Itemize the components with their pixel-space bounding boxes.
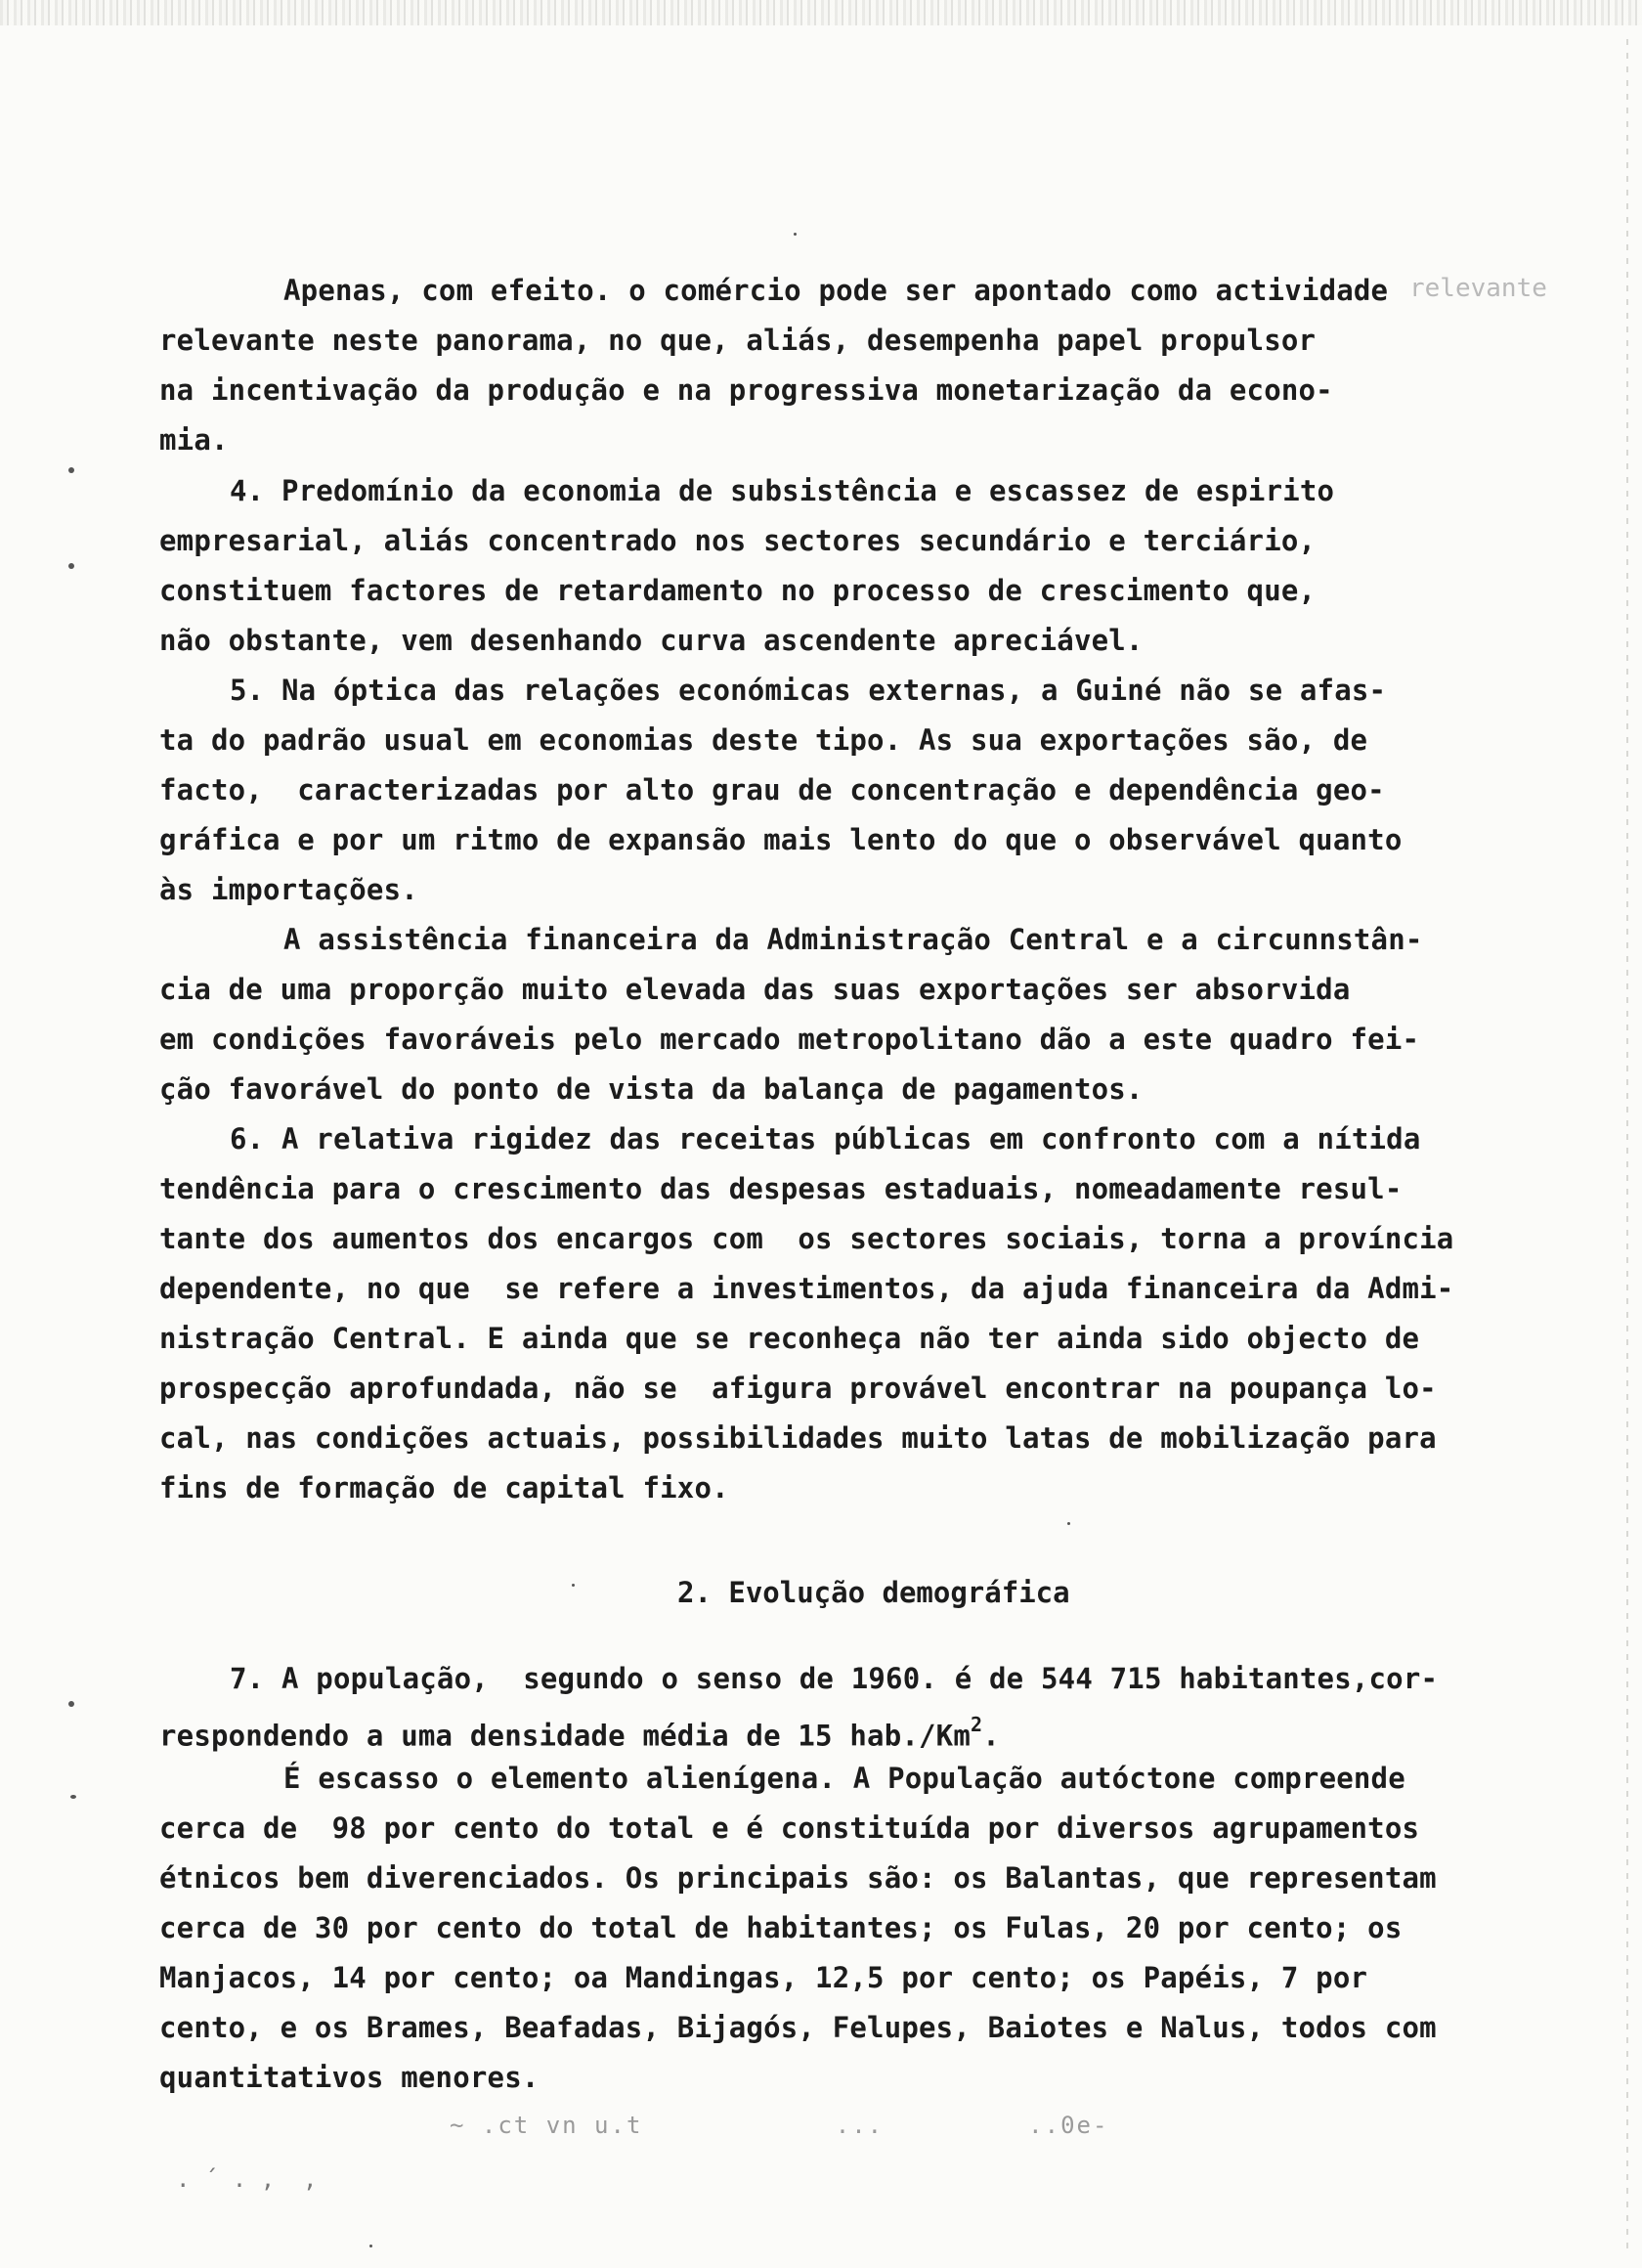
text-line: Manjacos, 14 por cento; oa Mandingas, 12,5 por cento; os Papéis, 7 por [159, 1961, 1368, 1994]
text-line: em condições favoráveis pelo mercado metropolitano dão a este quadro fei- [159, 1023, 1420, 1056]
text-line: 5. Na óptica das relações económicas externas, a Guiné não se afas- [230, 674, 1387, 707]
text-line: cia de uma proporção muito elevada das suas exportações ser absorvida [159, 973, 1351, 1006]
scan-speck [1067, 1522, 1070, 1525]
text-line: mia. [159, 423, 229, 457]
text-line: 4. Predomínio da economia de subsistência e escassez de espirito [230, 474, 1335, 507]
scan-speck [794, 233, 797, 236]
superscript: 2 [971, 1713, 983, 1736]
scan-speck [369, 2245, 372, 2247]
text-line: 7. A população, segundo o senso de 1960. é de 544 715 habitantes,cor- [230, 1662, 1439, 1695]
text-line: cerca de 30 por cento do total de habitantes; os Fulas, 20 por cento; os [159, 1911, 1403, 1944]
text-line: facto, caracterizadas por alto grau de concentração e dependência geo- [159, 773, 1385, 807]
scan-speck [572, 1584, 575, 1587]
text-line: empresarial, aliás concentrado nos sectores secundário e terciário, [159, 524, 1317, 557]
text-line: É escasso o elemento alienígena. A População autóctone compreende [283, 1762, 1405, 1795]
text-line: às importações. [159, 873, 418, 906]
text-line: ta do padrão usual em economias deste tipo. As sua exportações são, de [159, 723, 1368, 757]
text-line: tendência para o crescimento das despesas estaduais, nomeadamente resul- [159, 1172, 1403, 1205]
scan-right-edge [1626, 39, 1628, 2248]
text-line: gráfica e por um ritmo de expansão mais lento do que o observável quanto [159, 823, 1403, 856]
text-line: étnicos bem diverenciados. Os principais são: os Balantas, que representam [159, 1861, 1437, 1895]
text-line: nistração Central. E ainda que se reconheça não ter ainda sido objecto de [159, 1322, 1420, 1355]
text-line: Apenas, com efeito. o comércio pode ser apontado como actividade [283, 274, 1389, 307]
scan-speck [70, 1795, 76, 1799]
text-line: fins de formação de capital fixo. [159, 1471, 729, 1505]
scan-speck [68, 467, 74, 473]
margin-note: relevante [1409, 274, 1547, 303]
scan-speck [68, 563, 74, 569]
text-line: quantitativos menores. [159, 2061, 540, 2094]
text-line: cal, nas condições actuais, possibilidades muito latas de mobilização para [159, 1421, 1437, 1455]
text-line: relevante neste panorama, no que, aliás, desempenha papel propulsor [159, 324, 1317, 357]
text-line: cerca de 98 por cento do total e é constituída por diversos agrupamentos [159, 1811, 1420, 1845]
section-heading: 2. Evolução demográfica [677, 1576, 1070, 1609]
footer-smudge: ~ .ct vn u.t ... ..0e- [450, 2112, 1109, 2139]
text-span: respondendo a uma densidade média de 15 hab./Km [159, 1719, 971, 1753]
scan-edge-noise [0, 0, 1642, 25]
text-line: prospecção aprofundada, não se afigura provável encontrar na poupança lo- [159, 1372, 1437, 1405]
scan-speck [68, 1701, 74, 1707]
text-line: 6. A relativa rigidez das receitas públicas em confronto com a nítida [230, 1122, 1421, 1156]
text-line: cento, e os Brames, Beafadas, Bijagós, Felupes, Baiotes e Nalus, todos com [159, 2011, 1437, 2044]
text-line: tante dos aumentos dos encargos com os sectores sociais, torna a província [159, 1222, 1454, 1255]
text-line: dependente, no que se refere a investimentos, da ajuda financeira da Admi- [159, 1272, 1454, 1305]
text-span: . [982, 1719, 1000, 1753]
text-line [159, 1712, 1000, 1753]
text-line: não obstante, vem desenhando curva ascendente apreciável. [159, 624, 1144, 657]
text-line: constituem factores de retardamento no processo de crescimento que, [159, 574, 1317, 607]
text-line: na incentivação da produção e na progressiva monetarização da econo- [159, 373, 1333, 407]
text-line: ção favorável do ponto de vista da balança de pagamentos. [159, 1072, 1144, 1106]
text-line: A assistência financeira da Administração Central e a circunnstân- [283, 923, 1423, 956]
corner-mark: . ´ . , , [176, 2165, 318, 2193]
